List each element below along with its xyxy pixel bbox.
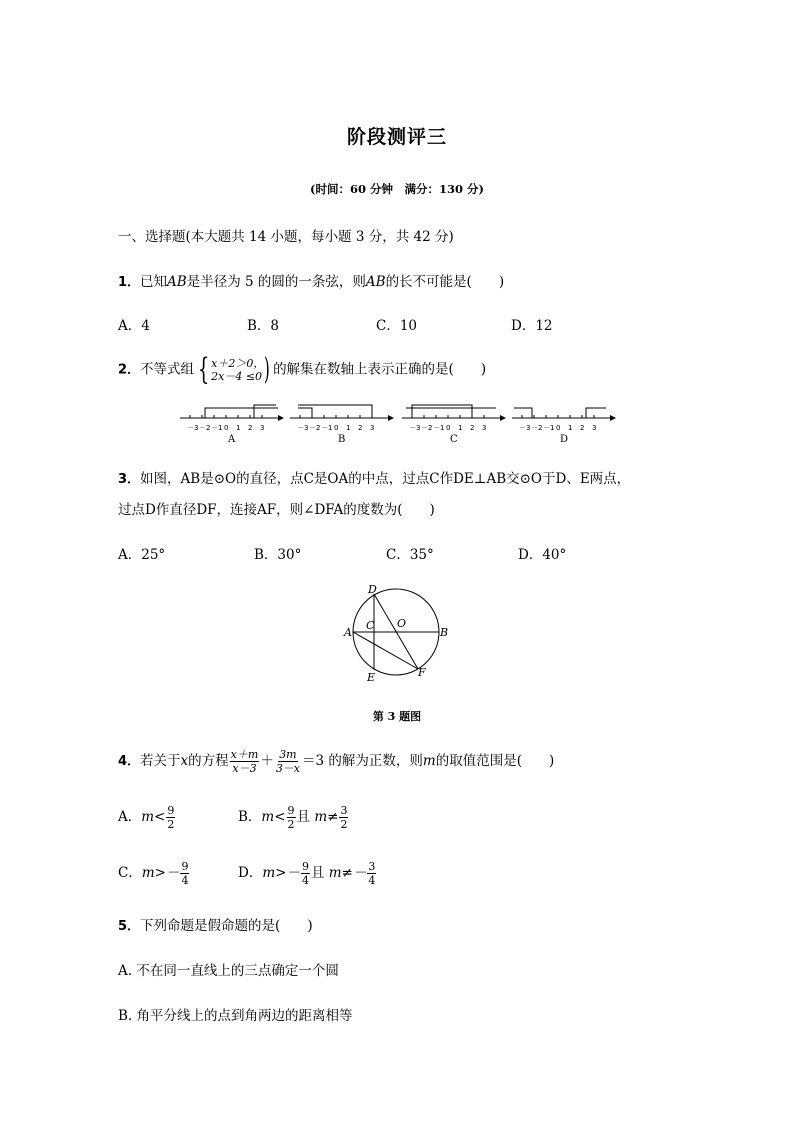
q3-option-c[interactable]: C．35° [386, 547, 434, 563]
svg-text:－3: －3 [297, 424, 309, 432]
svg-text:－3: －3 [409, 424, 421, 432]
svg-text:0: 0 [556, 424, 561, 432]
q5-option-a[interactable]: A. 不在同一直线上的三点确定一个圆 [118, 963, 339, 979]
section-heading: 一、选择题(本大题共 14 小题，每小题 3 分，共 42 分) [118, 229, 454, 245]
number-line-c[interactable] [402, 405, 506, 445]
svg-text:0: 0 [224, 424, 229, 432]
q1-option-c[interactable]: C．10 [376, 318, 418, 334]
point-b: B [440, 626, 449, 639]
question-number: 1． [118, 275, 141, 290]
question-2: 2．不等式组 { x＋2＞0， 2x－4 ≤0 ) 的解集在数轴上表示正确的是( ) [118, 352, 487, 387]
q4-option-b[interactable]: B．m< $\frac{9}{2}$ 且 m≠ $\frac{3}{2}$ [238, 804, 348, 831]
point-f: F [418, 666, 426, 679]
question-5: 5．下列命题是假命题的是( ) [118, 918, 313, 934]
q3-option-d[interactable]: D．40° [518, 547, 567, 563]
circle-figure [340, 580, 460, 684]
question-number: 5． [118, 919, 141, 934]
svg-text:2: 2 [580, 424, 585, 432]
question-number: 3． [118, 472, 141, 487]
svg-text:－2: －2 [309, 424, 321, 432]
point-d: D [368, 583, 377, 596]
point-e: E [367, 671, 376, 684]
q1-option-b[interactable]: B．8 [247, 318, 280, 334]
number-line-b[interactable] [290, 405, 394, 445]
svg-text:3: 3 [592, 424, 597, 432]
svg-text:－2: －2 [421, 424, 433, 432]
svg-text:2: 2 [470, 424, 475, 432]
q5-option-b[interactable]: B. 角平分线上的点到角两边的距离相等 [118, 1008, 353, 1024]
fraction-1: $\frac{x+m}{x-3}$ [230, 748, 259, 775]
point-o: O [397, 617, 407, 630]
q4-option-d[interactable]: D．m>－ $\frac{9}{4}$ 且 m≠－ $\frac{3}{4}$ [238, 860, 376, 887]
svg-text:－1: －1 [433, 424, 445, 432]
label-b: B [338, 434, 346, 445]
q3-option-b[interactable]: B．30° [254, 547, 302, 563]
svg-text:0: 0 [446, 424, 451, 432]
question-1: 1．已知AB是半径为 5 的圆的一条弦，则AB的长不可能是( ) [118, 274, 505, 290]
svg-text:1: 1 [236, 424, 241, 432]
svg-text:－1: －1 [211, 424, 223, 432]
number-line-a[interactable] [180, 405, 284, 445]
number-line-options [178, 402, 618, 446]
inequality-system: { x＋2＞0， 2x－4 ≤0 ) [197, 352, 271, 387]
point-a: A [344, 626, 352, 639]
number-line-d[interactable] [512, 408, 616, 445]
question-3: 3．如图，AB是⊙O的直径，点C是OA的中点，过点C作DE⊥AB交⊙O于D、E两点， [118, 471, 631, 487]
question-3-line2: 过点D作直径DF，连接AF，则∠DFA的度数为( ) [118, 502, 435, 518]
svg-text:－2: －2 [199, 424, 211, 432]
svg-text:3: 3 [482, 424, 487, 432]
svg-text:1: 1 [346, 424, 351, 432]
svg-text:1: 1 [458, 424, 463, 432]
q1-option-a[interactable]: A．4 [118, 318, 150, 334]
svg-text:－3: －3 [187, 424, 199, 432]
q1-option-d[interactable]: D．12 [511, 318, 553, 334]
svg-text:－3: －3 [519, 424, 531, 432]
figure-caption: 第 3 题图 [372, 710, 422, 723]
question-number: 4． [118, 754, 141, 769]
q4-option-a[interactable]: A．m< $\frac{9}{2}$ [118, 804, 175, 831]
q3-option-a[interactable]: A．25° [118, 547, 166, 563]
svg-text:－2: －2 [531, 424, 543, 432]
segment-af [353, 632, 418, 669]
svg-text:2: 2 [248, 424, 253, 432]
svg-text:－1: －1 [543, 424, 555, 432]
fraction-2: $\frac{3m}{3-x}$ [275, 748, 301, 775]
label-a: A [228, 434, 236, 445]
exam-meta: (时间：60 分钟 满分：130 分) [310, 182, 484, 196]
svg-text:1: 1 [568, 424, 573, 432]
question-number: 2． [118, 362, 141, 378]
page-title: 阶段测评三 [346, 126, 447, 148]
svg-text:3: 3 [370, 424, 375, 432]
svg-text:3: 3 [260, 424, 265, 432]
svg-text:－1: －1 [321, 424, 333, 432]
label-d: D [560, 434, 569, 445]
svg-text:2: 2 [358, 424, 363, 432]
q4-option-c[interactable]: C．m>－ $\frac{9}{4}$ [118, 860, 189, 887]
label-c: C [450, 434, 458, 445]
svg-text:0: 0 [334, 424, 339, 432]
point-c: C [366, 619, 375, 632]
question-4: 4．若关于x的方程 $\frac{x+m}{x-3}$ ＋ $\frac{3m}{3-x}$ ＝3 的解为正数，则m的取值范围是( ) [118, 748, 555, 775]
